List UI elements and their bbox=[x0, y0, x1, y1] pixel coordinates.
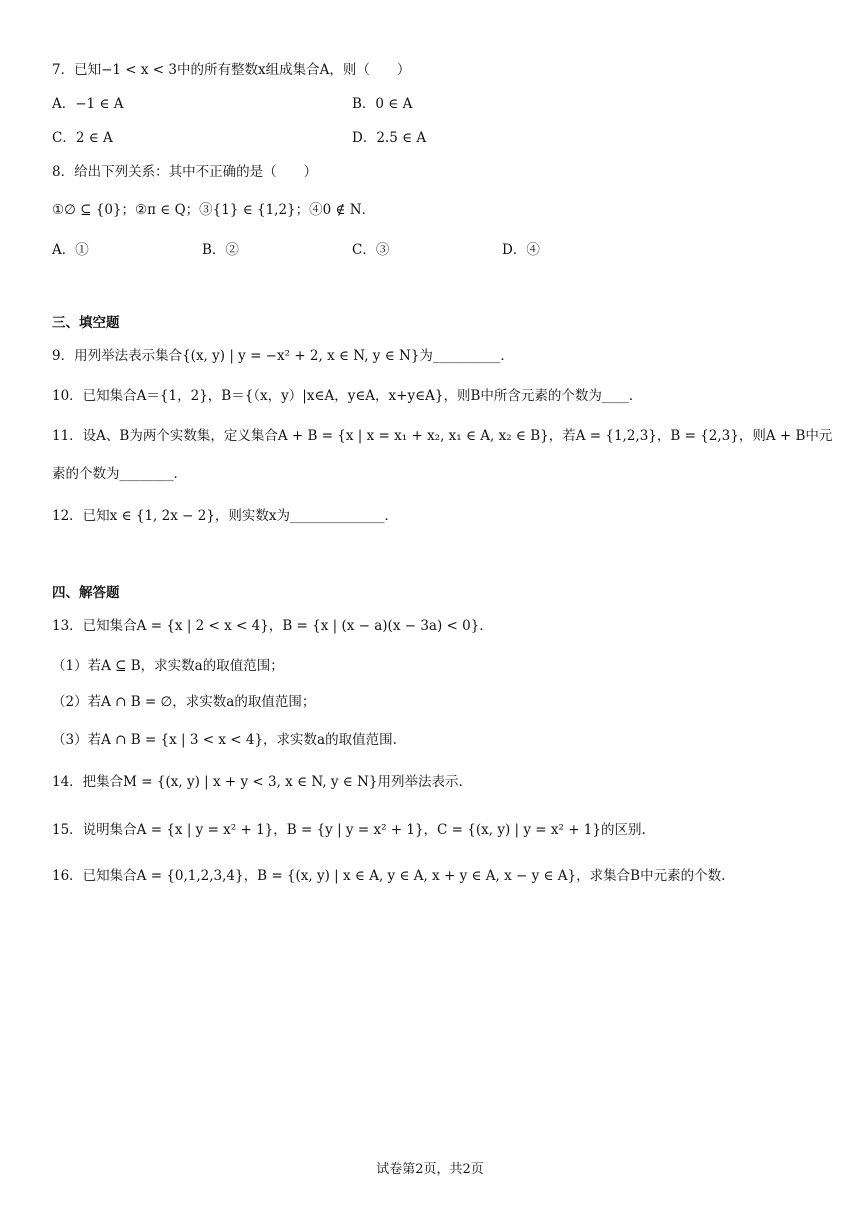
question-11-line-2: 素的个数为________． bbox=[52, 466, 187, 482]
question-8-option-a: A．① bbox=[52, 242, 89, 258]
question-8-option-c: C．③ bbox=[352, 242, 390, 258]
question-7-stem: 7．已知−1 < x < 3中的所有整数x组成集合A，则（ ） bbox=[52, 62, 411, 78]
question-10: 10．已知集合A＝{1，2}，B＝{（x，y）|x∈A，y∈A，x+y∈A}，则B中所含元素的个数为____． bbox=[52, 388, 643, 404]
question-13-stem: 13．已知集合A = {x | 2 < x < 4}，B = {x | (x − a)(x − 3a) < 0}． bbox=[52, 618, 493, 634]
question-7-option-a: A．−1 ∈ A bbox=[52, 96, 124, 112]
question-8-relations: ①∅ ⊆ {0}；②π ∈ Q；③{1} ∈ {1,2}；④0 ∉ N． bbox=[52, 202, 376, 218]
page-footer: 试卷第2页，共2页 bbox=[376, 1162, 484, 1177]
question-8-option-d: D．④ bbox=[502, 242, 540, 258]
question-13-part-2: （2）若A ∩ B = ∅，求实数a的取值范围； bbox=[52, 694, 316, 710]
question-16: 16．已知集合A = {0,1,2,3,4}，B = {(x, y) | x ∈ A, y ∈ A, x + y ∈ A, x − y ∈ A}，求集合B中元素的个数. bbox=[52, 868, 726, 884]
question-12: 12．已知x ∈ {1, 2x − 2}，则实数x为______________． bbox=[52, 508, 399, 524]
question-8-stem: 8．给出下列关系：其中不正确的是（ ） bbox=[52, 164, 318, 180]
question-13-part-1: （1）若A ⊆ B，求实数a的取值范围； bbox=[52, 658, 284, 674]
section-title-solve: 四、解答题 bbox=[52, 585, 120, 601]
question-7-option-d: D．2.5 ∈ A bbox=[352, 130, 427, 146]
question-13-part-3: （3）若A ∩ B = {x | 3 < x < 4}，求实数a的取值范围. bbox=[52, 732, 397, 748]
question-14: 14．把集合M = {(x, y) | x + y < 3, x ∈ N, y ∈ N}用列举法表示. bbox=[52, 774, 463, 790]
question-15: 15．说明集合A = {x | y = x² + 1}，B = {y | y = x² + 1}，C = {(x, y) | y = x² + 1}的区别. bbox=[52, 822, 646, 838]
question-9: 9．用列举法表示集合{(x, y) | y = −x² + 2, x ∈ N, y ∈ N}为__________． bbox=[52, 348, 514, 364]
question-8-option-b: B．② bbox=[202, 242, 239, 258]
section-title-fill-in: 三、填空题 bbox=[52, 315, 120, 331]
question-7-option-b: B．0 ∈ A bbox=[352, 96, 413, 112]
question-11-line-1: 11．设A、B为两个实数集，定义集合A + B = {x | x = x₁ + x₂, x₁ ∈ A, x₂ ∈ B}，若A = {1,2,3}，B = {2,3}，则A + B中元 bbox=[52, 428, 833, 444]
question-7-option-c: C．2 ∈ A bbox=[52, 130, 113, 146]
